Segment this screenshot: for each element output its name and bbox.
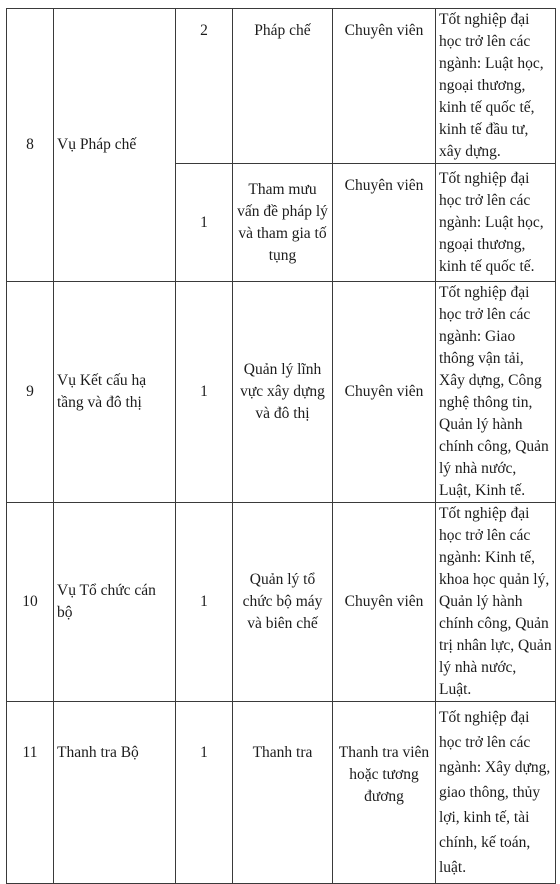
unit-name: Vụ Pháp chế	[54, 9, 176, 282]
table-row	[7, 702, 556, 884]
position-rank: Chuyên viên	[333, 282, 436, 503]
position-count: 1	[176, 503, 233, 702]
position-name: Quản lý lĩnh vực xây dựng và đô thị	[233, 282, 333, 503]
position-count: 1	[176, 164, 233, 282]
position-name: Quản lý tổ chức bộ máy và biên chế	[233, 503, 333, 702]
unit-name: Vụ Tổ chức cán bộ	[54, 503, 176, 702]
position-rank: Chuyên viên	[333, 164, 436, 282]
table-row	[7, 503, 556, 702]
position-requirement: Tốt nghiệp đại học trở lên các ngành: Kinh tế, khoa học quản lý, Quản lý hành chính công, Quản trị nhân lực, Quản lý nhà nước, Luật.	[436, 503, 556, 702]
position-count: 2	[176, 9, 233, 164]
position-name: Thanh tra	[233, 702, 333, 884]
unit-name: Vụ Kết cấu hạ tầng và đô thị	[54, 282, 176, 503]
row-stt: 9	[7, 282, 54, 503]
position-requirement: Tốt nghiệp đại học trở lên các ngành: Luật học, ngoại thương, kinh tế quốc tế.	[436, 164, 556, 282]
table-row	[7, 9, 556, 164]
position-count: 1	[176, 702, 233, 884]
position-rank: Thanh tra viên hoặc tương đương	[333, 702, 436, 884]
row-stt: 11	[7, 702, 54, 884]
position-rank: Chuyên viên	[333, 9, 436, 164]
position-requirement: Tốt nghiệp đại học trở lên các ngành: Xây dựng, giao thông, thủy lợi, kinh tế, tài chính, kế toán, luật.	[436, 702, 556, 884]
row-stt: 10	[7, 503, 54, 702]
position-name: Pháp chế	[233, 9, 333, 164]
position-rank: Chuyên viên	[333, 503, 436, 702]
recruitment-table	[6, 8, 556, 884]
position-count: 1	[176, 282, 233, 503]
unit-name: Thanh tra Bộ	[54, 702, 176, 884]
row-stt: 8	[7, 9, 54, 282]
position-requirement: Tốt nghiệp đại học trở lên các ngành: Giao thông vận tải, Xây dựng, Công nghệ thông tin, Quản lý hành chính công, Quản lý nhà nước, Luật, Kinh tế.	[436, 282, 556, 503]
position-requirement: Tốt nghiệp đại học trở lên các ngành: Luật học, ngoại thương, kinh tế quốc tế, kinh tế đầu tư, xây dựng.	[436, 9, 556, 164]
table-row	[7, 282, 556, 503]
position-name: Tham mưu vấn đề pháp lý và tham gia tố tụng	[233, 164, 333, 282]
